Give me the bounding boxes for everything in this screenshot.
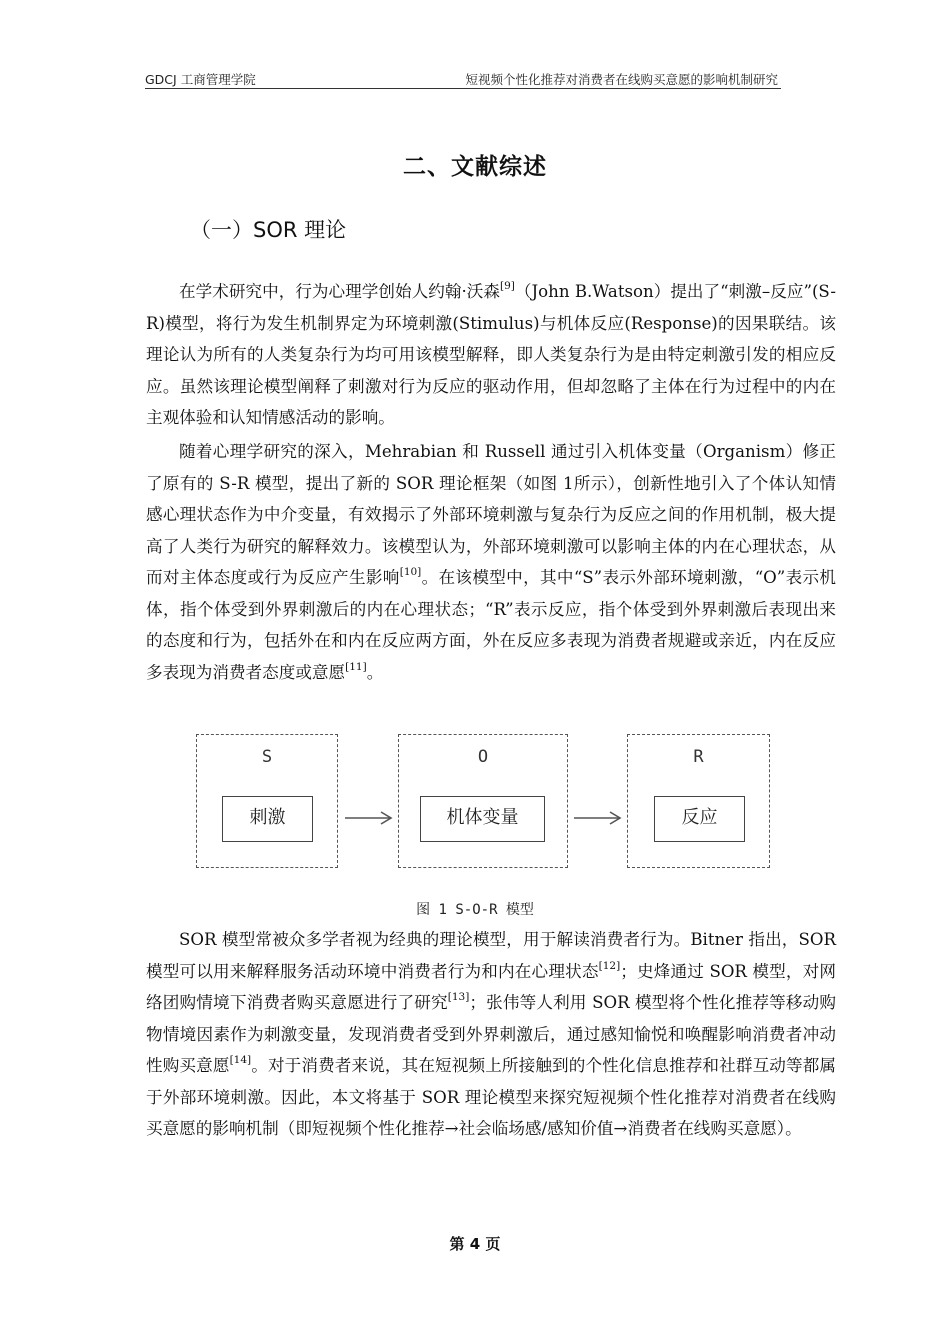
citation-9[interactable]: [9]	[500, 280, 515, 292]
paragraph-1	[146, 276, 836, 434]
stimulus-letter: S	[261, 747, 273, 767]
response-box	[627, 734, 770, 868]
section-title: （一）SOR 理论	[190, 218, 347, 242]
paragraph-2-text-a: 随着心理学研究的深入，Mehrabian 和 Russell 通过引入机体变量（Organism）修正了原有的 S-R 模型，提出了新的 SOR 理论框架（如图 1所示），创新性地引入了个体认知情感心理状态作为中介变量，有效揭示了外部环境刺激与复杂行为反应之间的作用机制，极大提高了人类行为研究的解释效力。该模型认为，外部环境刺激可以影响主体的内在心理状态，从而对主体态度或行为反应产生影响	[146, 442, 836, 587]
paragraph-2-text-c: 。	[366, 662, 384, 682]
arrow-right-icon	[344, 810, 394, 826]
header-school: GDCJ 工商管理学院	[145, 72, 256, 87]
page-header	[145, 70, 778, 86]
stimulus-box	[196, 734, 338, 868]
organism-letter: O	[477, 747, 489, 767]
paragraph-3-text-b: ；史烽通过 SOR 模型，对网络团购情境下消费者购买意愿进行了研究	[146, 961, 837, 1012]
header-rule	[145, 88, 781, 89]
paragraph-3-text-d: 。对于消费者来说，其在短视频上所接触到的个性化信息推荐和社群互动等都属于外部环境刺激。因此，本文将基于 SOR 理论模型来探究短视频个性化推荐对消费者在线购买意愿的影响机制（即短视频个性化推荐→社会临场感/感知价值→消费者在线购买意愿）。	[146, 1056, 837, 1138]
paragraph-3-text-c: ；张伟等人利用 SOR 模型将个性化推荐等移动购物情境因素作为刺激变量，发现消费者受到外界刺激后，通过感知愉悦和唤醒影响消费者冲动性购买意愿	[146, 993, 837, 1075]
citation-10[interactable]: [10]	[399, 566, 422, 578]
citation-11[interactable]: [11]	[345, 660, 367, 673]
paragraph-3	[146, 924, 836, 1145]
arrow-right-icon	[573, 810, 623, 826]
paragraph-1-text-a: 在学术研究中，行为心理学创始人约翰·沃森	[179, 282, 501, 301]
paragraph-2	[146, 436, 836, 688]
stimulus-label: 刺激	[222, 796, 313, 842]
organism-label: 机体变量	[420, 796, 545, 842]
paragraph-2-text-b: 。在该模型中，其中“S”表示外部环境刺激，“O”表示机体，指个体受到外界刺激后的内在心理状态；“R”表示反应，指个体受到外界刺激后表现出来的态度和行为，包括外在和内在反应两方面，外在反应多表现为消费者规避或亲近，内在反应多表现为消费者态度或意愿	[146, 568, 837, 682]
citation-12[interactable]: [12]	[598, 959, 621, 972]
header-thesis-title: 短视频个性化推荐对消费者在线购买意愿的影响机制研究	[465, 72, 778, 87]
sor-model-diagram	[196, 734, 771, 868]
figure-caption: 图 1 S-O-R 模型	[416, 902, 534, 918]
response-letter: R	[693, 747, 704, 767]
citation-14[interactable]: [14]	[229, 1054, 252, 1066]
organism-box	[398, 734, 568, 868]
paragraph-3-text-a: SOR 模型常被众多学者视为经典的理论模型，用于解读消费者行为。Bitner 指出，SOR 模型可以用来解释服务活动环境中消费者行为和内在心理状态	[146, 930, 836, 981]
response-label: 反应	[654, 796, 745, 842]
chapter-title: 二、文献综述	[403, 154, 547, 180]
citation-13[interactable]: [13]	[447, 991, 470, 1003]
paragraph-1-text-b: （John B.Watson）提出了“刺激–反应”(S-R)模型，将行为发生机制界定为环境刺激(Stimulus)与机体反应(Response)的因果联结。该理论认为所有的人类复杂行为均可用该模型解释，即人类复杂行为是由特定刺激引发的相应反应。虽然该理论模型阐释了刺激对行为反应的驱动作用，但却忽略了主体在行为过程中的内在主观体验和认知情感活动的影响。	[146, 282, 836, 427]
page-number: 第 4 页	[449, 1235, 501, 1253]
